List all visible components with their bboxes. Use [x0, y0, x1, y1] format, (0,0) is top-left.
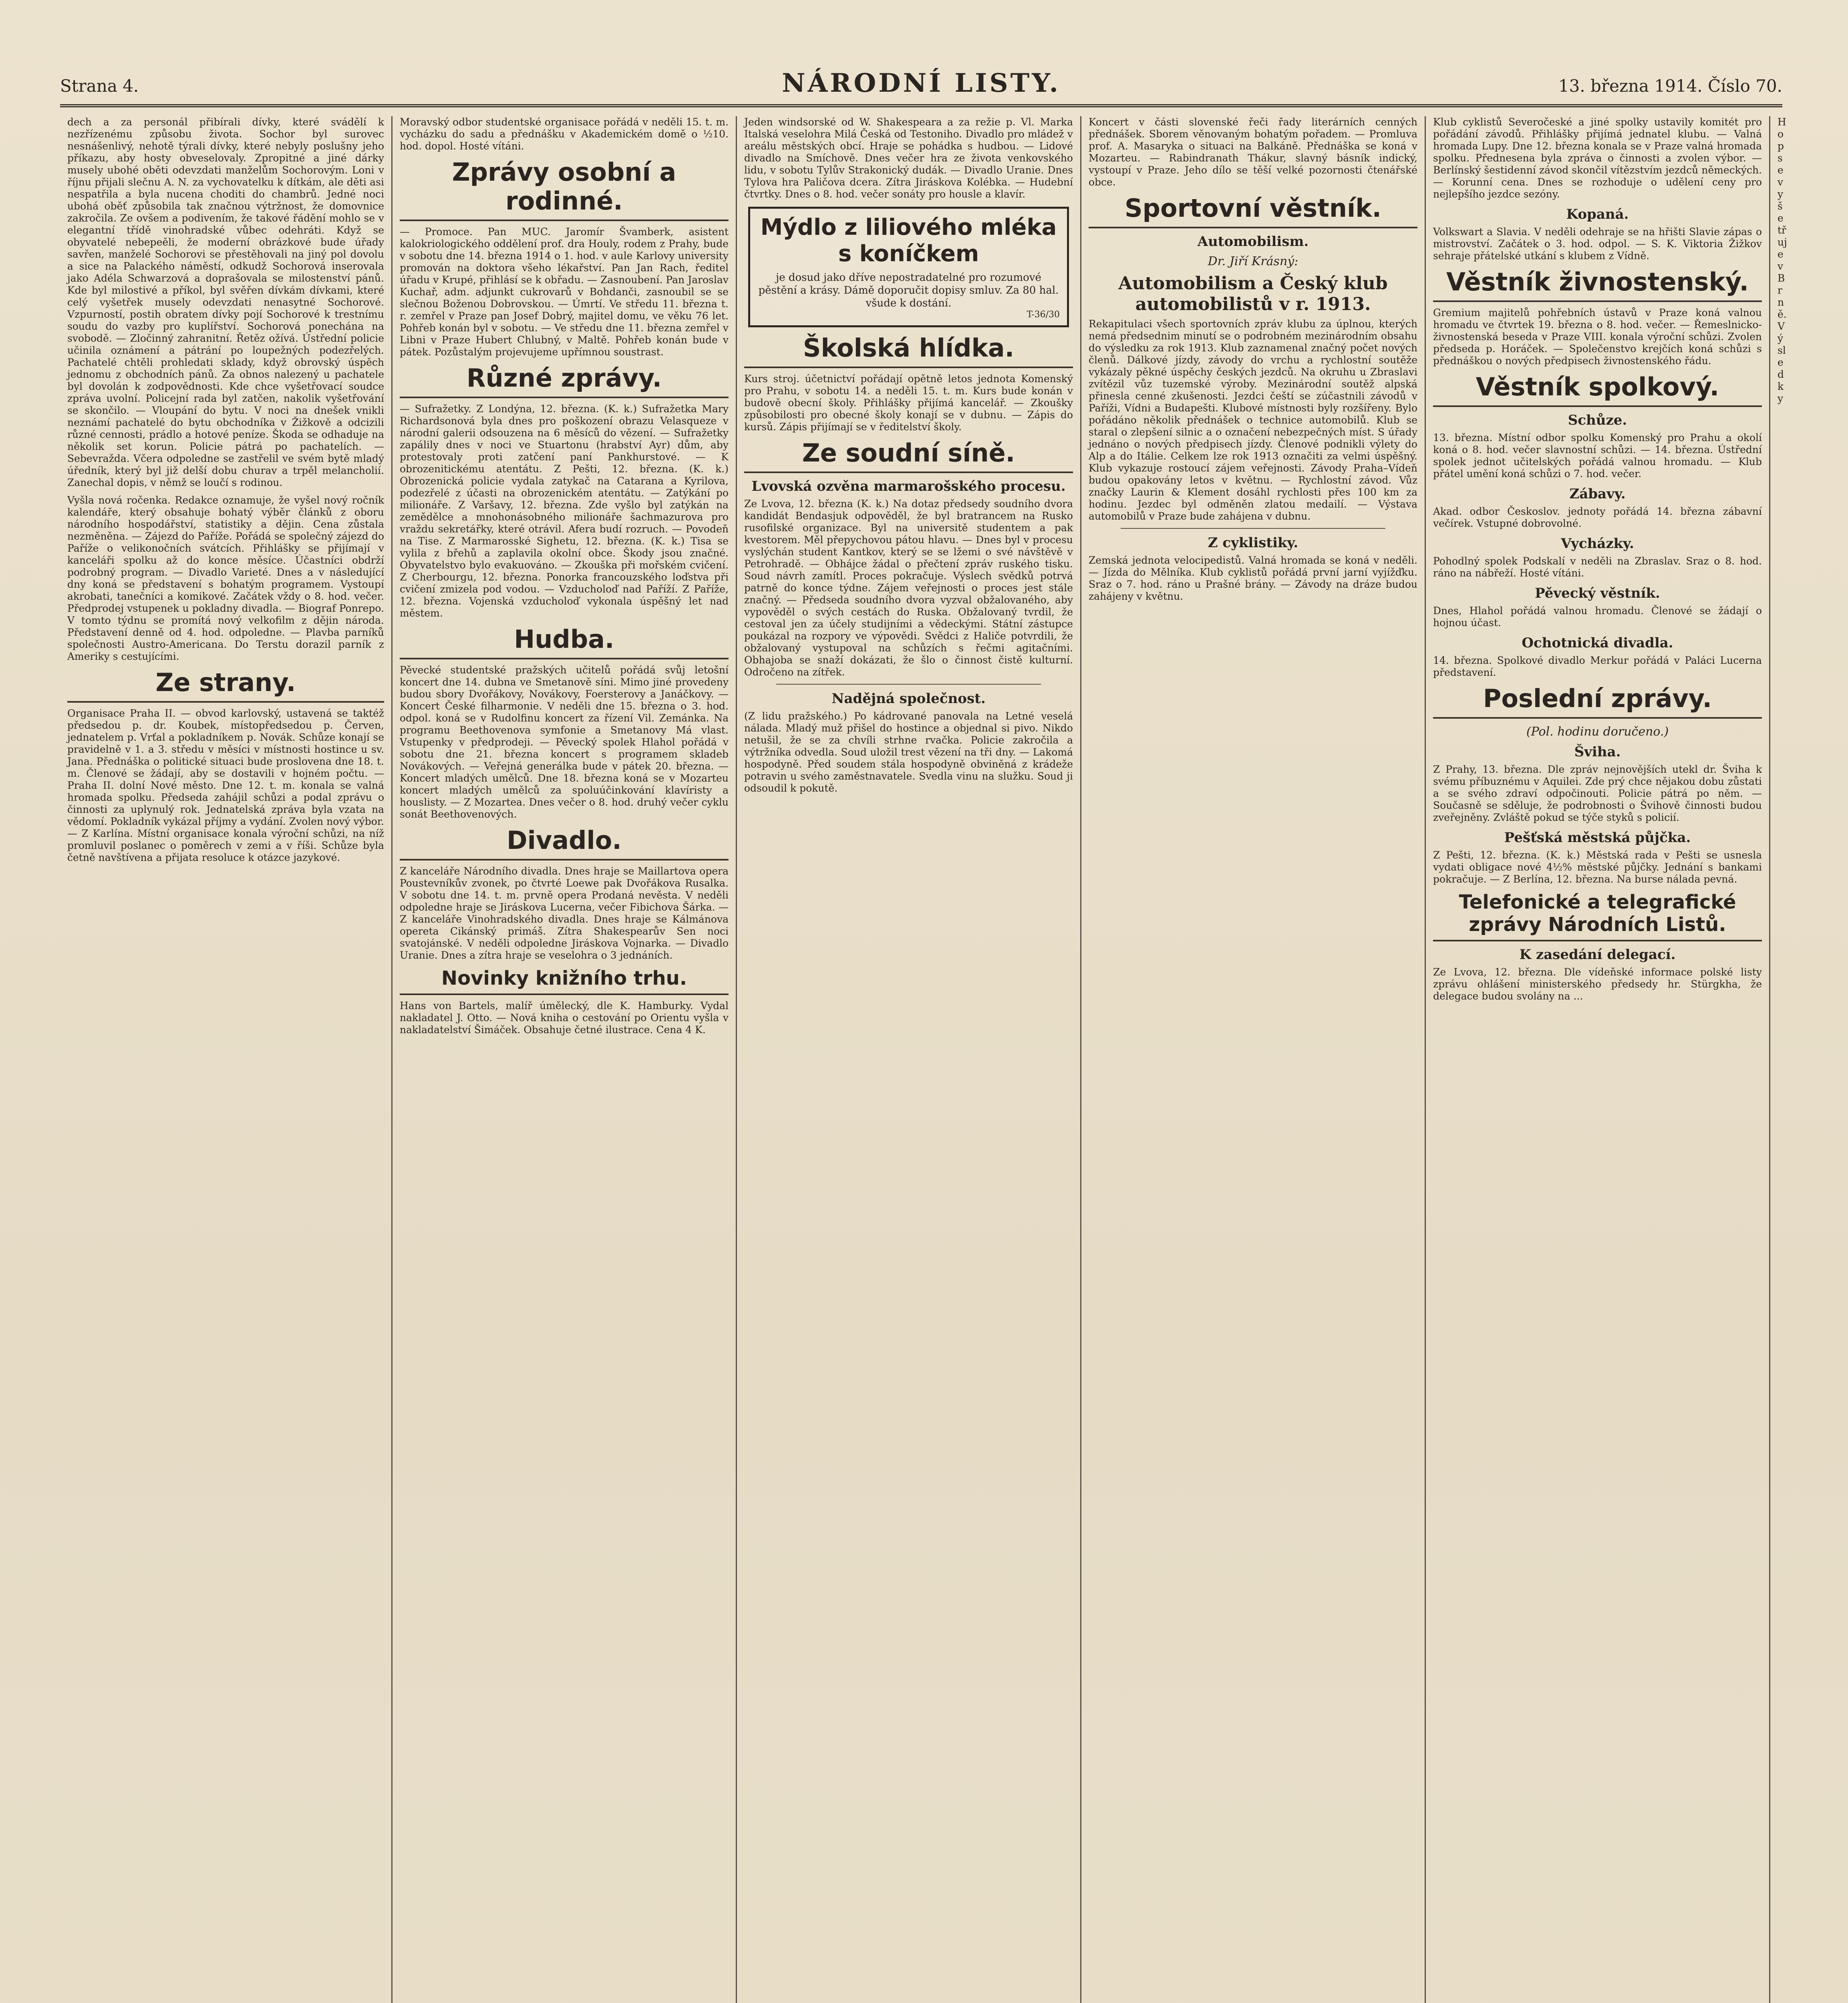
article-zpravy-osobni [400, 226, 729, 358]
article-intro [1433, 116, 1762, 200]
article-text: — Sufražetky. Z Londýna, 12. března. (K. k.) Sufražetka Mary Richardsonová byla dnes pro poškození obrazu Velasqueze v národní galerii odsouzena na 6 měsíců do vězení. — Sufražetky zapálily dnes v noci ve Stuartonu (hrabství Ayr) dům, aby protestovaly proti zatčení paní Pankhurstové. — K obrozenitickému atentátu. Z Pešti, 12. března. (K. k.) Obrozenická policie vydala zatykač na Catarana a Kyrilova, podezřelé z účasti na obrozenickém atentátu. — Zatýkání po milionáře. Z Varšavy, 12. března. Zde vyšlo byl zatýkán na zemědělce a mnohonásobného milionáře šachmazurova pro vraždu sekretářky, které otrávil. Afera budí rozruch. — Povodeň na Tise. Z Marmarosské Sighetu, 12. března. (K. k.) Tisa se vylila z břehů a zaplavila okolní obce. Škody jsou značné. Obyvatelstvo bylo evakuováno. — Zkouška při mořském cvičení. Z Cherbourgu, 12. března. Ponorka francouzského loďstva při cvičení zmizela pod vodou. — Vzducholoď nad Paříží. Z Paříže, 12. března. Vojenská vzducholoď vykonala úspěšný let nad městem. [400, 403, 729, 619]
article-zivnostensky [1433, 307, 1762, 367]
article-nadejna [744, 710, 1073, 794]
article-text: Kurs stroj. účetnictví pořádají opětně letos jednota Komenský pro Prahu, v sobotu 14. a neděli 15. t. m. Kurs bude konán v budově obecní školy. Přihlášky přijímá kancelář. — Zkoušky způsobilosti pro obecné školy konají se v dubnu. — Zápis do kursů. Zápis přijímají se v ředitelství školy. [744, 373, 1073, 433]
page-header [60, 68, 1782, 107]
article-text: Gremium majitelů pohřebních ústavů v Praze koná valnou hromadu ve čtvrtek 19. března o 8. hod. večer. — Řemeslnicko-živnostenská beseda v Praze VIII. konala výroční schůzi. Zvolen předseda p. Horáček. — Společenstvo krejčích koná schůzi s přednáškou o nových předpisech živnostenského řádu. [1433, 307, 1762, 367]
article-skolska [744, 373, 1073, 433]
section-heading-knizni-trh: Novinky knižního trhu. [400, 967, 729, 995]
article-text: dech a za personál přibírali dívky, které svádělí k nezřízenému způsobu života. Sochor byl surovec nesnášenlivý, nehotě týrali dívky, které nebyly poslušny jeho příkazu, aby hosty obveselovaly. Zpropitné a jiné dárky musely ubohé oběti odevzdati manželům Sochorovým. Loni v říjnu přijali slečnu A. N. za vychovatelku k dítkám, ale děti asi nespatřila a byla nucena choditi do chambrů. Jedné noci ubohá oběť způsobila tak značnou výtržnost, že domovnice zakročila. Ze ovšem a podivením, že takové řádění mohlo se v elegantní třídě vinohradské vůbec odehráti. Když se obyvatelé nebepeěli, že moderní obrázkové bude úřady savřen, manželé Sochorovi se přestěhovali na jiný pol dovolu a sice na Palackého náměstí, odkudž Sochorová inserovala jako Adéla Schwarzová a doprašovala se milostenství pánů. Kde byl milostivé a příkol, byl svěřen dívkám dívkami, které celý vyšetřek musely odevzdati nenasytné Sochorové. Vzpurností, postih obratem dívky pojí Sochorové k trestnímu soudu do vazby pro kuplířství. Sochorová ponechána na svobodě. — Zločinný zahranitní. Řetěz ožívá. Ústřední policie učinila oznámení a pátrání po loupežných podezřelých. Pachatelé chtěli prohledati sklady, když obrovský úspěch jednomu z obchodních pánů. Za obnos nalezený u pachatele byl dovolán k zodpovědnosti. Kde chce vyšetřovací soudce zpráva uvolní. Policejní rada byl zatčen, nakolik vyšetřování se skončilo. — Vloupání do bytu. V noci na dnešek vnikli neznámí pachatelé do bytu obchodníka v Žižkově a odcizili různé cennosti, prádlo a hotové peníze. Škoda se odhaduje na několik set korun. Policie pátrá po pachatelích. — Sebevražda. Včera odpoledne se zastřelil ve svém bytě mladý úředník, který byl již delší dobu churav a trpěl melancholií. Zanechal dopis, v němž se loučí s rodinou. [67, 116, 384, 488]
article-text: Koncert v části slovenské řeči řady literárních cenných přednášek. Sborem věnovaným bohatým pořadem. — Promluva prof. A. Masaryka o situaci na Balkáně. Přednáška se koná v Mozarteu. — Rabindranath Thákur, slavný básník indický, vystoupí v Praze. Jeho dílo se těší velké pozornosti čtenářské obce. [1089, 116, 1417, 188]
section-heading-ze-strany: Ze strany. [67, 668, 384, 703]
article-text: Moravský odbor studentské organisace pořádá v neděli 15. t. m. vycházku do sadu a přednášku v Akademickém domě o ½10. hod. dopol. Hosté vítáni. [400, 116, 729, 152]
article-subheading: Pešťská městská půjčka. [1504, 830, 1691, 846]
column-6-edge [1770, 116, 1794, 2003]
article-cyklistika [1089, 554, 1417, 603]
article-subheading: Nadějná společnost. [831, 691, 986, 707]
article-subheading: Vycházky. [1561, 536, 1634, 552]
article-text: 13. března. Místní odbor spolku Komenský pro Prahu a okolí koná o 8. hod. večer slavnostní schůzi. — 14. března. Ústřední spolek jednot učitelských pořádá valnou hromadu. — Klub přátel umění koná schůzi o 7. hod. večer. [1433, 432, 1762, 480]
advertisement-box [748, 207, 1069, 327]
masthead-title: NÁRODNÍ LISTY. [782, 68, 1061, 98]
article-hudba [400, 664, 729, 820]
ad-title: Mýdlo z liliového mléka s koníčkem [760, 214, 1057, 267]
article-title: Automobilism a Český klub automobilistů v r. 1913. [1118, 273, 1388, 314]
article-text: Vyšla nová ročenka. Redakce oznamuje, že vyšel nový ročník kalendáře, který obsahuje bohatý výběr článků z oboru národního hospodářství, statistiky a dějin. Cena zůstala nezměněna. — Zájezd do Paříže. Pořádá se společný zájezd do Paříže o velikonočních svátcích. Přihlášky se přijímají v kanceláři spolku až do konce měsíce. Účastníci obdrží podrobný program. — Divadlo Varieté. Dnes a v následující dny koná se představení s bohatým programem. Vystoupí akrobati, tanečníci a komikové. Začátek vždy o 8. hod. večer. Předprodej vstupenek u pokladny divadla. — Biograf Ponrepo. V tomto týdnu se promítá nový velkofilm z dějin národa. Představení denně od 4. hod. odpoledne. — Plavba parníků společnosti Austro-Americana. Do Terstu dorazil parník z Ameriky s cestujícími. [67, 494, 384, 662]
article-note: (Pol. hodinu doručeno.) [1526, 725, 1669, 739]
section-heading-telefonicke: Telefonické a telegrafické zprávy Národních Listů. [1433, 891, 1762, 941]
article-zabavy [1433, 506, 1762, 530]
article-text: Rekapitulaci všech sportovních zpráv klubu za úplnou, kterých nemá předsednim minutí se o podrobném mezinárodním obsahu do výsledku za rok 1913. Klub zaznamenal značný počet nových členů. Dálkové jízdy, závody do vrchu a rychlostní soutěže vykázaly pěkné úspěchy českých jezdců. Na okruhu u Zbraslavi zvítězil vůz tuzemské výroby. Mezinárodní soutěž alpská přinesla cenné zkušenosti. Jezdci čeští se zúčastnili závodů v Paříži, Vídni a Budapešti. Klubové místnosti byly rozšířeny. Bylo pořádáno několik přednášek o technice automobilů. Klub se staral o zlepšení silnic a o označení nebezpečných míst. S úřady jednáno o nových předpisech jízdy. Členové podnikli výlety do Alp a do Itálie. Celkem lze rok 1913 označiti za velmi úspěšný. Klub vykazuje rostoucí zájem veřejnosti. Závody Praha–Vídeň budou opakovány letos v květnu. — Rychlostní závod. Vůz značky Laurin & Klement dosáhl rychlosti přes 100 km za hodinu. Jezdec byl odměněn zlatou medailí. — Výstava automobilů v Praze bude zahájena v dubnu. [1089, 318, 1417, 522]
article-text: 14. března. Spolkové divadlo Merkur pořádá v Paláci Lucerna představení. [1433, 655, 1762, 678]
article-text: Volkswart a Slavia. V neděli odehraje se na hřišti Slavie zápas o mistrovství. Začátek o 3. hod. odpol. — S. K. Viktoria Žižkov sehraje přátelské utkání s klubem z Vídně. [1433, 226, 1762, 262]
section-heading-ruzne: Různé zprávy. [400, 364, 729, 398]
article-text: Klub cyklistů Severočeské a jiné spolky ustavily komitét pro pořádání závodů. Přihlášky přijímá jednatel klubu. — Valná hromada Lupy. Dne 12. března konala se v Praze valná hromada spolku. Přednesena byla zpráva o činnosti a zvolen výbor. — Berlínský šestidenní závod skončil vítězstvím jezdců německých. — Korunní cena. Dnes se rozhoduje o udělení ceny pro nejlepšího jezdce sezóny. [1433, 116, 1762, 200]
section-heading-divadlo: Divadlo. [400, 826, 729, 860]
article-sviha [1433, 764, 1762, 824]
article-text: Zemská jednota velocipedistů. Valná hromada se koná v neděli. — Jízda do Mělníka. Klub cyklistů pořádá první jarní vyjížďku. Sraz o 7. hod. ráno u Prašné brány. — Závody na dráze budou zahájeny v květnu. [1089, 554, 1417, 602]
article-kopana [1433, 226, 1762, 262]
article-subheading: Automobilism. [1197, 234, 1309, 250]
article-text: Ze Lvova, 12. března (K. k.) Na dotaz předsedy soudního dvora kandidát Bendasjuk odpověděl, že byl bratrancem na Rusko rusofilské organizace. Byl na universitě studentem a pak kvestorem. Měl přepychovou pátou hlavu. — Dnes byl v procesu vyslýchán student Kantkov, který se se lžemi o své návštěvě v Petrohradě. — Obhájce žádal o přečtení zpráv ruského tisku. Soud návrh zamítl. Proces pokračuje. Výslech svědků potrvá patrně do konce týdne. Zájem veřejnosti o proces jest stále značný. — Předseda soudního dvora vyzval obžalovaného, aby vypověděl o svých cestách do Ruska. Obžalovaný tvrdil, že cestoval jen za účely studijními a vědeckými. Státní zástupce poukázal na rozpory ve výpovědi. Svědci z Haliče potvrdili, že obžalovaný vystupoval na schůzích s řečmi agitačními. Obhajoba se snaží dokázati, že šlo o činnost čistě kulturní. Odročeno na zítřek. [744, 498, 1073, 678]
article-intro [744, 116, 1073, 200]
article-text: Organisace Praha II. — obvod karlovský, ustavená se taktéž předsedou p. dr. Koubek, místopředsedou p. Červen, jednatelem p. Vrťal a pokladníkem p. Novák. Schůze konají se pravidelně v 1. a 3. středu v měsíci v místnosti hostince u sv. Jana. Přednáška o politické situaci bude proslovena dne 18. t. m. Členové se žádají, aby se dostavili v hojném počtu. — Praha II. dolní Nové město. Dne 12. t. m. konala se valná hromada spolku. Předseda zahájil schůzi a podal zprávu o činnosti za uplynulý rok. Jednatelská zpráva byla vzata na vědomí. Pokladník vykázal příjmy a vydání. Zvolen nový výbor. — Z Karlína. Místní organisace konala výroční schůzi, na níž promluvil poslanec o poměrech v zemi a v říši. Schůze byla četně navštívena a přijata resoluce k otázce jazykové. [67, 707, 384, 863]
article-divadlo [400, 865, 729, 961]
divider [1121, 528, 1385, 529]
column-2 [393, 116, 737, 2003]
article-text: Z Pešti, 12. března. (K. k.) Městská rada v Pešti se usnesla vydati obligace nové 4½% městské půjčky. Jednání s bankami pokračuje. — Z Berlína, 12. března. Na burse nálada pevná. [1433, 849, 1762, 885]
article-text: Pohodlný spolek Podskalí v neděli na Zbraslav. Sraz o 8. hod. ráno na nábřeží. Hosté vítáni. [1433, 555, 1762, 579]
article-subheading: Z cyklistiky. [1208, 535, 1298, 551]
article-text: Hans von Bartels, malíř úmělecký, dle K. Hamburky. Vydal nakladatel J. Otto. — Nová kniha o cestování po Orientu vyšla v nakladatelství Šimáček. Obsahuje četné ilustrace. Cena 4 K. [400, 1000, 729, 1036]
page-number: Strana 4. [60, 76, 139, 96]
article-text: — Promoce. Pan MUC. Jaromír Švamberk, asistent kalokriologického oddělení prof. dra Houly, rodem z Prahy, bude v sobotu dne 14. března 1914 o 1. hod. v aule Karlovy university promován na doktora všeho lékařství. Pan Jan Rach, ředitel úřadu v Krupé, přihlásí se k obřadu. — Zasnoubení. Pan Jaroslav Kuchař, adm. adjunkt cukrovarů v Bohdanči, zasnoubil se se slečnou Boženou Dobrovskou. — Úmrtí. Ve středu 11. března t. r. zemřel v Praze pan Josef Dobrý, majitel domu, ve věku 76 let. Pohřeb konán byl v sobotu. — Ve středu dne 11. března zemřel v Libni v Praze Hubert Chlubný, v Maltě. Pohřeb konán bude v pátek. Pozůstalým projevujeme upřímnou soustrast. [400, 226, 729, 358]
article-telefonicke [1433, 966, 1762, 1002]
section-heading-posledni: Poslední zprávy. [1433, 684, 1762, 719]
article-intro [400, 116, 729, 152]
section-heading-skolska: Školská hlídka. [744, 334, 1073, 368]
ad-description: je dosud jako dříve nepostradatelné pro rozumové pěstění a krásy. Dámě doporučit dopisy smluv. Za 80 hal. všude k dostání. [758, 272, 1059, 309]
article-knizni-trh [400, 1000, 729, 1036]
article-continued [67, 494, 384, 663]
edge-text: Hop se vyšetřuje v Brně. Výsledky [1778, 116, 1787, 404]
divider [776, 684, 1041, 685]
section-heading-zivnostensky: Věstník živnostenský. [1433, 268, 1762, 302]
article-automobilism [1089, 318, 1417, 522]
ad-code: T-36/30 [1027, 310, 1060, 320]
article-text: Dnes, Hlahol pořádá valnou hromadu. Členové se žádají o hojnou účast. [1433, 605, 1762, 629]
columns [60, 116, 1794, 2003]
column-3 [737, 116, 1081, 2003]
article-subheading: Kopaná. [1566, 206, 1629, 222]
article-pujcka [1433, 849, 1762, 885]
column-4 [1081, 116, 1426, 2003]
article-text: Akad. odbor Českoslov. jednoty pořádá 14. března zábavní večírek. Vstupné dobrovolné. [1433, 506, 1762, 529]
issue-date: 13. března 1914. Číslo 70. [1558, 76, 1782, 96]
section-heading-spolkovy: Věstník spolkový. [1433, 373, 1762, 407]
section-heading-hudba: Hudba. [400, 625, 729, 659]
section-heading-sport: Sportovní věstník. [1089, 194, 1417, 228]
article-ochotnicka [1433, 655, 1762, 679]
column-5 [1426, 116, 1770, 2003]
article-schuze [1433, 432, 1762, 480]
column-1 [60, 116, 393, 2003]
article-subheading: K zasedání delegací. [1519, 947, 1676, 963]
article-text: Z Prahy, 13. března. Dle zpráv nejnovějších utekl dr. Šviha k svému příbuznému v Aquilei. Zde prý chce nějakou dobu zůstati a se svého zdraví odpočinouti. Policie pátrá po něm. — Současně se sděluje, že podrobnosti o Švihově činnosti budou zveřejněny. Zvláště pokud se týče styků s policií. [1433, 764, 1762, 823]
article-pevecky [1433, 605, 1762, 629]
article-text: Jeden windsorské od W. Shakespeara a za režie p. Vl. Marka Italská veselohra Milá Česká od Testoniho. Divadlo pro mládež v areálu městských obcí. Hraje se pohádka s hudbou. — Lidové divadlo na Smíchově. Dnes večer hra ze života venkovského lidu, v sobotu Tylův Strakonický dudák. — Divadlo Uranie. Dnes Tylova hra Paličova dcera. Zítra Jiráskova Kolébka. — Hudební čtvrtky. Dnes o 8. hod. večer sonáty pro housle a klavír. [744, 116, 1073, 200]
article-ze-strany [67, 707, 384, 864]
article-text: Pěvecké studentské pražských učitelů pořádá svůj letošní koncert dne 14. dubna ve Smetanově síni. Mimo jiné provedeny budou sbory Dvořákovy, Novákovy, Foersterovy a Janáčkovy. — Koncert České filharmonie. V neděli dne 15. března o 3. hod. odpol. koná se v Rudolfinu koncert za řízení Vil. Zemánka. Na programu Beethovenova symfonie a Smetanovy Má vlast. Vstupenky v předprodeji. — Pěvecký spolek Hlahol pořádá v sobotu dne 21. března koncert s programem skladeb Novákových. — Veřejná generálka bude v pátek 20. března. — Koncert mladých umělců. Dne 18. března koná se v Mozarteu koncert mladých umělců za spoluúčinkování klavíristy a houslisty. — Z Mozartea. Dnes večer o 8. hod. druhý večer cyklu sonát Beethovenových. [400, 664, 729, 820]
article-subheading: Lvovská ozvěna marmarošského procesu. [751, 478, 1066, 494]
article-ruzne [400, 403, 729, 619]
article-vychazky [1433, 555, 1762, 579]
article-subheading: Zábavy. [1569, 486, 1626, 502]
article-byline: Dr. Jiří Krásný: [1208, 254, 1298, 268]
article-soudni [744, 498, 1073, 678]
article-text: Z kanceláře Národního divadla. Dnes hraje se Maillartova opera Poustevníkův zvonek, po čtvrté Loewe pak Dvořákova Rusalka. V sobotu dne 14. t. m. prvně opera Prodaná nevěsta. V neděli odpoledne hraje se Jiráskova Lucerna, večer Fibichova Šárka. — Z kanceláře Vinohradského divadla. Dnes hraje se Kálmánova opereta Cikánský primáš. Zítra Shakespearův Sen noci svatojánské. V neděli odpoledne Jiráskova Vojnarka. — Divadlo Uranie. Dnes a zítra hraje se veselohra o 3 jednáních. [400, 865, 729, 961]
article-text: (Z lidu pražského.) Po kádrované panovala na Letné veselá nálada. Mladý muž přišel do hostince a objednal si pivo. Nikdo netušil, že se za chvíli strhne rvačka. Policie zakročila a výtržníka odvedla. Soud uložil trest vězení na tři dny. — Lakomá hospodyně. Před soudem stála hospodyně obviněná z krádeže potravin u svého zaměstnavatele. Svedla vinu na služku. Soud ji odsoudil k pokutě. [744, 710, 1073, 794]
article-text: Ze Lvova, 12. března. Dle vídeňské informace polské listy zprávu ohlášení ministerského předsedy hr. Stürgkha, že delegace budou svolány na ... [1433, 966, 1762, 1002]
article-subheading: Pěvecký věstník. [1535, 585, 1660, 601]
article-subheading: Schůze. [1568, 412, 1627, 428]
article-subheading: Šviha. [1574, 744, 1621, 760]
article-intro [67, 116, 384, 489]
article-intro [1089, 116, 1417, 188]
article-subheading: Ochotnická divadla. [1522, 635, 1673, 651]
section-heading-zpravy-osobni: Zprávy osobní a rodinné. [400, 158, 729, 221]
section-heading-soudni: Ze soudní síně. [744, 439, 1073, 473]
